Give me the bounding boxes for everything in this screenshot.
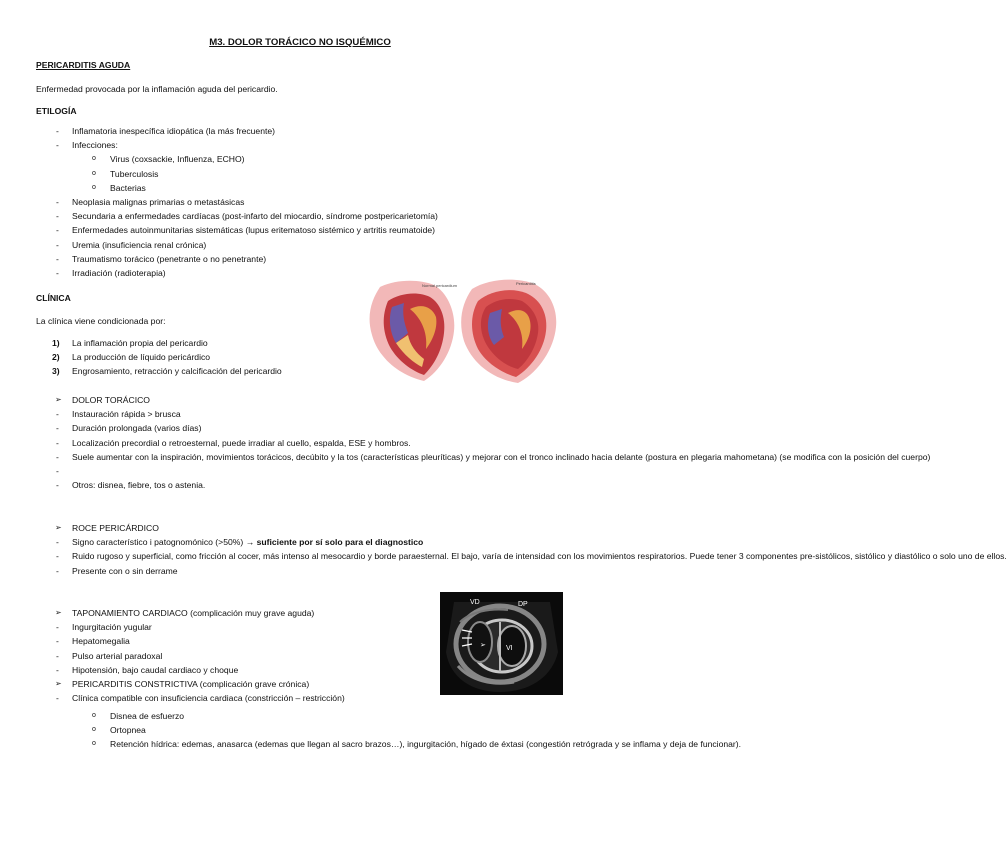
heart-illustration xyxy=(362,279,560,383)
list-item xyxy=(56,436,564,450)
item-text: Uremia (insuficiencia renal crónica) xyxy=(72,239,207,250)
circle-bullet: o xyxy=(92,740,96,748)
arrow-bullet: ➢ xyxy=(55,523,62,532)
arrow-heading xyxy=(55,521,564,535)
list-item xyxy=(56,450,931,464)
dash-mark: - xyxy=(56,537,59,548)
item-text: Secundaria a enfermedades cardíacas (post-infarto del miocardio, síndrome postpericarietomía) xyxy=(72,211,438,222)
arrow-bullet: ➢ xyxy=(55,608,62,617)
dash-mark: - xyxy=(56,465,59,476)
item-text: Localización precordial o retroesternal, puede irradiar al cuello, espalda, ESE y hombros. xyxy=(72,437,411,448)
item-text: Hipotensión, bajo caudal cardiaco y choque xyxy=(72,664,239,675)
sub-list-item xyxy=(92,709,564,723)
label-vi: VI xyxy=(506,645,513,652)
sub-list-item xyxy=(92,167,510,181)
list-item xyxy=(56,535,564,549)
sub-list-item xyxy=(92,723,564,737)
circle-bullet: o xyxy=(92,712,96,719)
list-item xyxy=(56,252,572,266)
item-number: 1) xyxy=(52,338,60,348)
circle-bullet: o xyxy=(92,183,96,191)
dash-mark: - xyxy=(56,480,59,491)
item-text: Tuberculosis xyxy=(110,168,159,179)
dash-mark: - xyxy=(56,693,59,704)
item-text: Signo característico i patognomónico (>50%) xyxy=(72,537,244,548)
circle-bullet: o xyxy=(92,726,96,734)
item-text: Disnea de esfuerzo xyxy=(110,711,185,721)
item-text: Inflamatoria inespecífica idiopática (la más frecuente) xyxy=(72,126,276,136)
list-item xyxy=(56,238,572,252)
label-normal: Normal pericardium xyxy=(422,283,457,288)
roce-section xyxy=(55,521,1007,578)
dash-mark: - xyxy=(56,423,59,434)
list-item xyxy=(56,564,564,578)
arrow-bullet: ➢ xyxy=(55,395,62,404)
heading-etiologia: ETILOGÍA xyxy=(36,106,77,116)
taponamiento-section xyxy=(55,606,442,677)
item-number: 2) xyxy=(52,352,60,363)
circle-bullet: o xyxy=(92,169,96,177)
list-item xyxy=(56,223,572,237)
dash-mark: - xyxy=(56,211,59,222)
roce-heading: ROCE PERICÁRDICO xyxy=(72,523,159,533)
item-text: Ortopnea xyxy=(110,725,146,736)
heading-pericarditis-aguda: PERICARDITIS AGUDA xyxy=(36,60,131,70)
label-pericarditis: Pericarditis xyxy=(516,281,536,286)
item-text: Engrosamiento, retracción y calcificación del pericardio xyxy=(72,366,282,377)
sub-list-item xyxy=(92,737,742,751)
numbered-item xyxy=(52,336,362,350)
arrow-heading xyxy=(55,393,564,407)
dash-mark: - xyxy=(56,239,59,250)
label-dp: DP xyxy=(518,601,528,608)
taponamiento-heading: TAPONAMIENTO CARDIACO (complicación muy grave aguda) xyxy=(72,608,315,618)
etiologia-list-cont xyxy=(56,195,572,280)
item-text: Traumatismo torácico (penetrante o no penetrante) xyxy=(72,253,267,264)
echocardiogram-image xyxy=(440,592,563,695)
dash-mark: - xyxy=(56,636,59,647)
item-text: Enfermedades autoinmunitarias sistemáticas (lupus eritematoso sistémico y artritis reumatoide) xyxy=(72,225,435,236)
dash-mark: - xyxy=(56,551,59,562)
item-text: La producción de líquido pericárdico xyxy=(72,352,211,363)
item-text-bold: suficiente por sí solo para el diagnostico xyxy=(256,537,424,548)
item-text: Presente con o sin derrame xyxy=(72,565,178,576)
item-text: Pulso arterial paradoxal xyxy=(72,650,163,661)
infecciones-sublist xyxy=(92,152,510,195)
dash-mark: - xyxy=(56,409,59,420)
normal-heart xyxy=(370,281,458,381)
label-vd-arrow: ➢ xyxy=(480,642,486,649)
item-text: Bacterias xyxy=(110,182,146,193)
page-title: M3. DOLOR TORÁCICO NO ISQUÉMICO xyxy=(209,37,391,48)
dash-mark: - xyxy=(56,126,59,136)
item-number: 3) xyxy=(52,366,60,377)
dash-mark: - xyxy=(56,437,59,448)
item-text: Infecciones: xyxy=(72,140,118,151)
list-item xyxy=(56,138,572,152)
list-item xyxy=(56,663,442,677)
list-item xyxy=(56,549,1007,563)
definition-text: Enfermedad provocada por la inflamación aguda del pericardio. xyxy=(36,84,278,94)
label-vd: VD xyxy=(470,599,480,606)
item-text: Neoplasia malignas primarias o metastásicas xyxy=(72,197,245,207)
item-text: Virus (coxsackie, Influenza, ECHO) xyxy=(110,154,245,165)
item-text: Ruido rugoso y superficial, como fricción al cocer, más intenso al mesocardio y borde paraesternal. El bajo, varía de intensidad con los movimientos respiratorios. Puede tener 3 componentes pre-sistólicos, sistólico y diastólico o solo uno de ellos. xyxy=(72,551,1007,562)
dash-mark: - xyxy=(56,664,59,675)
item-text: Suele aumentar con la inspiración, movimientos torácicos, decúbito y la tos (características pleuríticas) y mejorar con el tronco inclinado hacia delante (postura en plegaria mahometana) (se modifica con la posición del cuerpo) xyxy=(72,451,931,462)
item-text: Duración prolongada (varios días) xyxy=(72,423,202,434)
dash-mark: - xyxy=(56,140,59,151)
item-text: Otros: disnea, fiebre, tos o astenia. xyxy=(72,480,206,491)
dash-mark: - xyxy=(56,622,59,633)
dash-mark: - xyxy=(56,253,59,264)
list-item xyxy=(56,620,442,634)
constrictiva-heading: PERICARDITIS CONSTRICTIVA (complicación grave crónica) xyxy=(72,679,310,689)
dash-mark: - xyxy=(56,225,59,236)
list-item xyxy=(56,124,572,138)
item-text: Hepatomegalia xyxy=(72,636,130,647)
constrictiva-sublist xyxy=(92,709,742,752)
pericarditis-heart xyxy=(461,280,556,383)
sub-list-item xyxy=(92,181,510,195)
dolor-heading: DOLOR TORÁCICO xyxy=(72,395,150,405)
clinica-intro: La clínica viene condicionada por: xyxy=(36,316,166,326)
list-item xyxy=(56,421,564,435)
list-item xyxy=(56,634,442,648)
dash-mark: - xyxy=(56,267,59,278)
dash-mark: - xyxy=(56,197,59,207)
list-item xyxy=(56,266,572,280)
item-text: La inflamación propia del pericardio xyxy=(72,338,208,348)
arrow-heading xyxy=(55,606,442,620)
item-text: Ingurgitación yugular xyxy=(72,622,152,633)
list-item xyxy=(56,209,572,223)
list-item xyxy=(56,478,564,492)
numbered-item xyxy=(52,350,362,364)
numbered-item xyxy=(52,364,362,378)
arrow-symbol: → xyxy=(245,537,255,548)
item-text: Retención hídrica: edemas, anasarca (edemas que llegan al sacro brazos…), ingurgitación, hígado de éxtasi (congestión retrógrada y se inflama y deja de funcionar). xyxy=(110,739,742,750)
item-text: Clínica compatible con insuficiencia cardiaca (constricción – restricción) xyxy=(72,693,345,704)
dash-mark: - xyxy=(56,565,59,576)
dolor-section xyxy=(55,393,931,492)
item-text: Irradiación (radioterapia) xyxy=(72,267,166,278)
sub-list-item xyxy=(92,152,510,166)
list-item xyxy=(56,195,572,209)
etiologia-list xyxy=(56,124,572,152)
clinica-numbered-list xyxy=(52,336,362,379)
list-item xyxy=(56,464,564,478)
dash-mark: - xyxy=(56,650,59,661)
item-text: Instauración rápida > brusca xyxy=(72,409,181,420)
arrow-bullet: ➢ xyxy=(55,679,62,688)
circle-bullet: o xyxy=(92,155,96,163)
heading-clinica: CLÍNICA xyxy=(36,293,71,303)
list-item xyxy=(56,407,564,421)
dash-mark: - xyxy=(56,451,59,462)
list-item xyxy=(56,649,442,663)
